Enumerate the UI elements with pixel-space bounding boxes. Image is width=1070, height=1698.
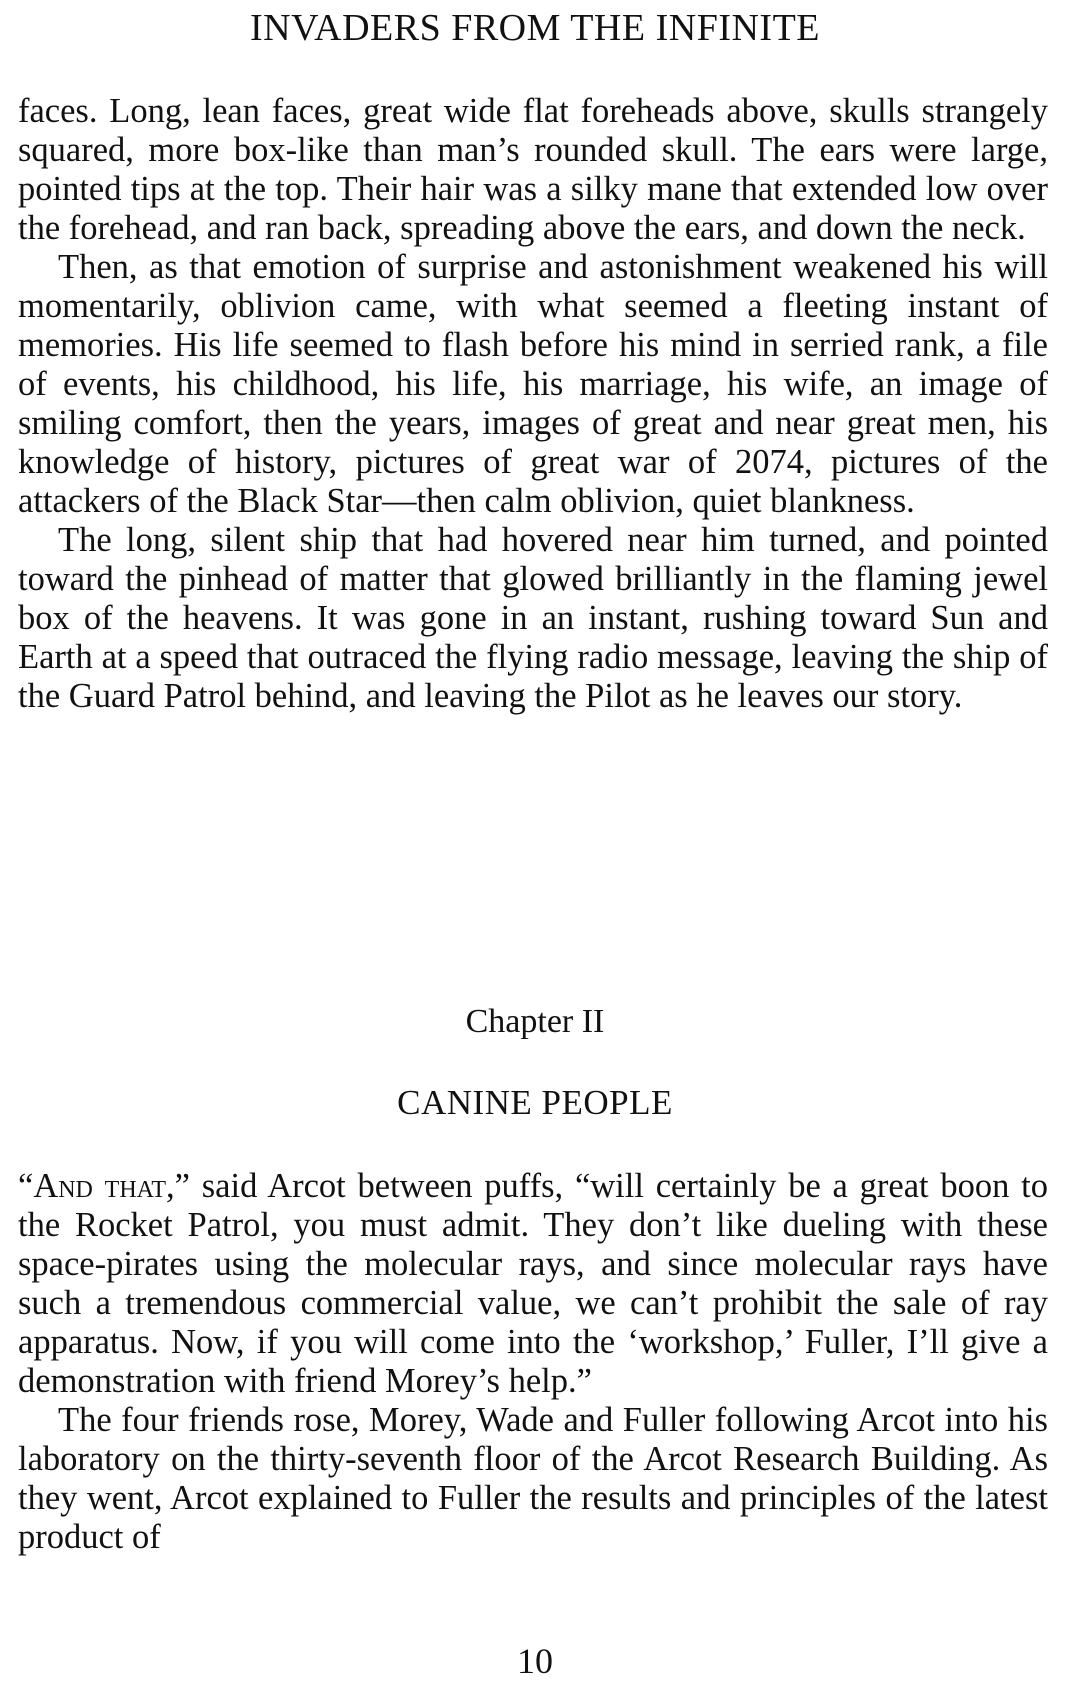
page-number: 10 xyxy=(517,1641,553,1681)
paragraph: The long, silent ship that had hovered near him turned, and pointed toward the pinhead of matter that glowed brilliantly in the flaming jewel box of the heavens. It was gone in an instant, rushing toward Sun and Earth at a speed that outraced the flying radio message, leaving the ship of the Guard Patrol behind, and leaving the Pilot as he leaves our story. xyxy=(18,521,1048,715)
chapter-lead-in: “And that,” xyxy=(18,1167,190,1205)
paragraph: Then, as that emotion of surprise and astonishment weakened his will momentarily, oblivion came, with what seemed a fleeting instant of memories. His life seemed to flash before his mind in serried rank, a file of events, his childhood, his life, his marriage, his wife, an image of smiling comfort, then the years, images of great and near great men, his knowledge of history, pictures of great war of 2074, pictures of the attackers of the Black Star—then calm oblivion, quiet blankness. xyxy=(18,248,1048,520)
chapter-opening-paragraph xyxy=(18,1167,1048,1401)
paragraph: faces. Long, lean faces, great wide flat foreheads above, skulls strangely squared, more box-like than man’s rounded skull. The ears were large, pointed tips at the top. Their hair was a silky mane that extended low over the forehead, and ran back, spreading above the ears, and down the neck. xyxy=(18,92,1048,247)
text-block-bottom xyxy=(18,1167,1048,1557)
chapter-opening-text: said Arcot between puffs, “will certainly be a great boon to the Rocket Patrol, you must admit. They don’t like dueling with these space-pirates using the molecular rays, and since molecular rays have such a tremendous commercial value, we can’t prohibit the sale of ray apparatus. Now, if you will come into the ‘workshop,’ Fuller, I’ll give a demonstration with friend Morey’s help.” xyxy=(18,1167,1048,1400)
paragraph: The four friends rose, Morey, Wade and Fuller following Arcot into his laboratory on the thirty-seventh floor of the Arcot Research Building. As they went, Arcot explained to Fuller the results and principles of the latest product of xyxy=(18,1401,1048,1556)
running-head: INVADERS FROM THE INFINITE xyxy=(249,7,820,49)
chapter-title: CANINE PEOPLE xyxy=(397,1083,673,1122)
text-block-top xyxy=(18,92,1048,716)
chapter-number: Chapter II xyxy=(465,1003,605,1040)
